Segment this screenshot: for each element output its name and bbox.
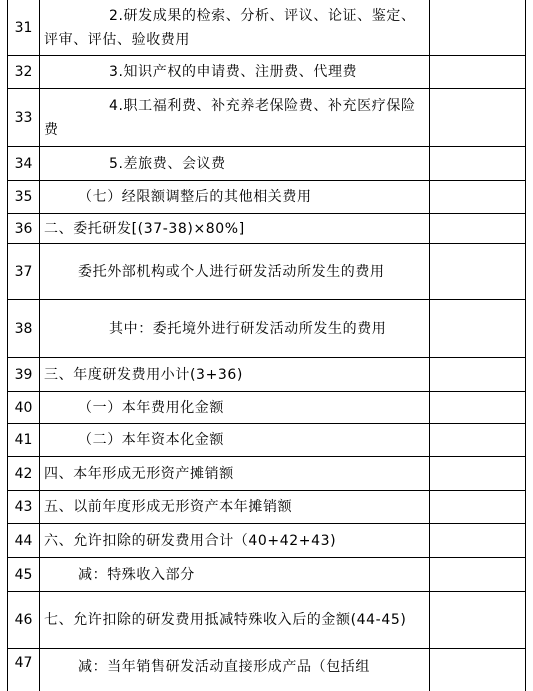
amount-cell[interactable] [430,649,525,691]
row-number: 31 [8,0,40,55]
row-number: 44 [8,524,40,557]
row-text: 六、允许扣除的研发费用合计（40+42+43) [44,532,337,549]
row-description [40,214,430,243]
row-description [40,147,430,180]
row-description [40,558,430,591]
row-number: 33 [8,89,40,146]
amount-cell[interactable] [430,181,525,213]
row-description [40,56,430,88]
table-row [8,214,525,244]
row-text: 四、本年形成无形资产摊销额 [44,465,234,482]
row-number: 43 [8,491,40,523]
table-row [8,244,525,300]
row-text: 五、以前年度形成无形资产本年摊销额 [44,499,293,515]
table-row [8,56,525,89]
row-description [40,491,430,523]
row-description [40,0,430,55]
row-text: 5.差旅费、会议费 [109,155,226,172]
row-text: 三、年度研发费用小计(3+36) [44,366,243,383]
row-text: 减：特殊收入部分 [78,566,195,583]
row-number: 40 [8,392,40,423]
row-description [40,358,430,391]
row-text: （一）本年费用化金额 [78,399,224,416]
table-row [8,89,525,147]
amount-cell[interactable] [430,214,525,243]
row-number: 38 [8,300,40,357]
row-number: 46 [8,592,40,648]
amount-cell[interactable] [430,56,525,88]
row-description [40,392,430,423]
row-description [40,457,430,490]
table-row [8,524,525,558]
row-number: 42 [8,457,40,490]
row-text: 二、委托研发[(37-38)×80%] [44,220,245,237]
table-row [8,147,525,181]
amount-cell[interactable] [430,392,525,423]
deduction-table [7,0,526,691]
table-row [8,424,525,457]
row-description [40,300,430,357]
row-text: 4.职工福利费、补充养老保险费、补充医疗保险费 [44,97,416,138]
row-number: 36 [8,214,40,243]
table-row [8,0,525,56]
row-number: 47 [8,649,40,691]
row-text: 2.研发成果的检索、分析、评议、论证、鉴定、评审、评估、验收费用 [44,7,416,48]
row-text: （七）经限额调整后的其他相关费用 [78,189,312,205]
row-number: 41 [8,424,40,456]
row-number: 34 [8,147,40,180]
row-text: （二）本年资本化金额 [78,432,224,448]
amount-cell[interactable] [430,457,525,490]
table-row [8,181,525,214]
row-text: 3.知识产权的申请费、注册费、代理费 [109,64,358,80]
row-number: 37 [8,244,40,299]
table-row [8,491,525,524]
row-description [40,524,430,557]
amount-cell[interactable] [430,558,525,591]
table-row [8,392,525,424]
row-number: 32 [8,56,40,88]
row-number: 39 [8,358,40,391]
table-row [8,457,525,491]
row-number: 35 [8,181,40,213]
row-description [40,181,430,213]
amount-cell[interactable] [430,147,525,180]
row-description [40,592,430,648]
amount-cell[interactable] [430,89,525,146]
table-row [8,300,525,358]
row-text: 七、允许扣除的研发费用抵减特殊收入后的金额(44-45) [44,612,407,628]
row-text: 委托外部机构或个人进行研发活动所发生的费用 [78,263,385,280]
row-description [40,649,430,691]
table-row [8,558,525,592]
amount-cell[interactable] [430,300,525,357]
table-row [8,649,525,691]
amount-cell[interactable] [430,244,525,299]
row-description [40,244,430,299]
amount-cell[interactable] [430,358,525,391]
row-text: 减：当年销售研发活动直接形成产品（包括组 [78,659,370,675]
row-number: 45 [8,558,40,591]
amount-cell[interactable] [430,592,525,648]
amount-cell[interactable] [430,524,525,557]
table-row [8,592,525,649]
amount-cell[interactable] [430,491,525,523]
row-text: 其中：委托境外进行研发活动所发生的费用 [109,320,387,337]
amount-cell[interactable] [430,0,525,55]
table-row [8,358,525,392]
row-description [40,89,430,146]
row-description [40,424,430,456]
amount-cell[interactable] [430,424,525,456]
